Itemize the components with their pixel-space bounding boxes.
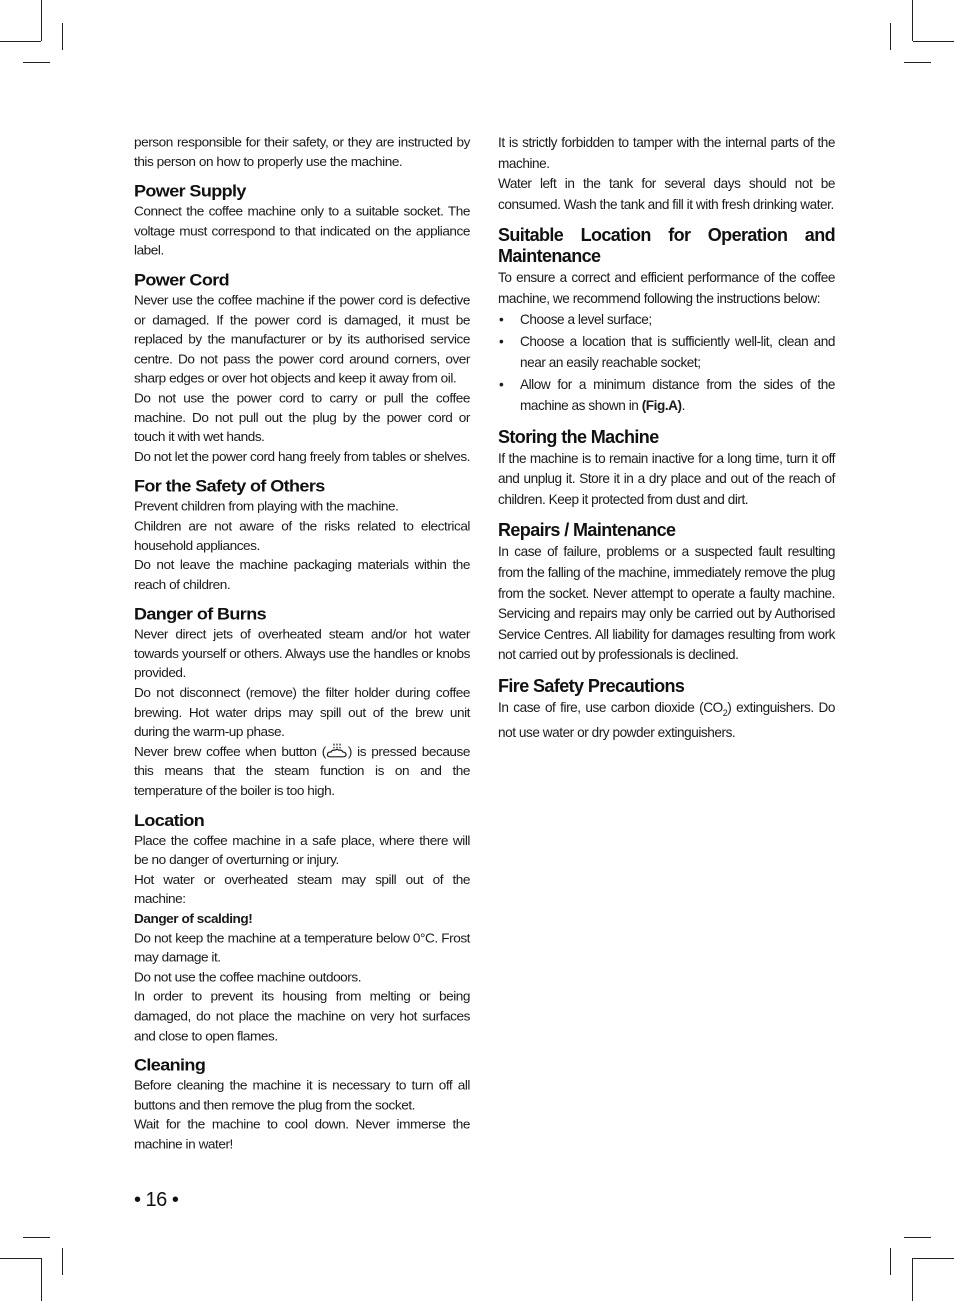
crop-mark	[23, 62, 50, 63]
heading-fire-safety: Fire Safety Precautions	[498, 675, 685, 696]
burns-text-start: Never brew coffee when button (	[134, 744, 326, 759]
heading-danger-of-burns: Danger of Burns	[134, 604, 267, 624]
crop-mark	[890, 1248, 891, 1275]
bullet-mark: •	[499, 334, 504, 350]
list-item-text: Choose a level surface;	[520, 311, 652, 327]
fire-text-end: ) extinguishers. Do not use water or dry powder extinguishers.	[498, 699, 836, 741]
heading-storing: Storing the Machine	[498, 426, 659, 447]
suitable-location-text: To ensure a correct and efficient performance of the coffee machine, we recommend following the instructions below:	[498, 270, 835, 306]
heading-cleaning: Cleaning	[134, 1055, 206, 1075]
crop-mark	[912, 1258, 913, 1301]
subscript-2: 2	[722, 707, 728, 718]
fire-text-start: In case of fire, use carbon dioxide (CO	[498, 699, 723, 715]
bullet-mark: •	[499, 377, 504, 393]
burns-steam-warning	[134, 742, 470, 801]
burns-text: Do not disconnect (remove) the filter holder during coffee brewing. Hot water drips may spill out of the brew unit during the warm-up phase.	[134, 685, 470, 740]
heading-power-supply: Power Supply	[134, 181, 246, 201]
power-cord-text: Never use the coffee machine if the power cord is defective or damaged. If the power cord is damaged, it must be replaced by the manufacturer or by its authorised service centre. Do not pass the power cord around corners, over sharp edges or over hot objects and keep it away from oil.	[134, 293, 470, 386]
crop-mark	[913, 41, 954, 42]
location-text: Do not keep the machine at a temperature below 0°C. Frost may damage it.	[134, 930, 470, 965]
location-text: Place the coffee machine in a safe place, where there will be no danger of overturning or injury.	[134, 833, 470, 868]
crop-mark	[62, 23, 63, 50]
list-item-text: .	[681, 397, 685, 413]
crop-mark	[62, 1248, 63, 1275]
heading-suitable-location: Suitable Location for Operation and Maintenance	[498, 225, 835, 267]
burns-text-end: ) is pressed because this means that the steam function is on and the temperature of the boiler is too high.	[134, 744, 470, 798]
location-text: Do not use the coffee machine outdoors.	[134, 969, 362, 985]
intro-paragraph: person responsible for their safety, or they are instructed by this person on how to properly use the machine.	[134, 134, 470, 169]
left-column	[134, 133, 470, 1155]
power-cord-text: Do not use the power cord to carry or pull the coffee machine. Do not pull out the plug by the power cord or touch it with wet hands.	[134, 390, 470, 445]
crop-mark	[904, 1237, 931, 1238]
crop-mark	[41, 1258, 42, 1301]
crop-mark	[890, 23, 891, 50]
list-item	[498, 332, 835, 373]
location-bullet-list	[498, 310, 835, 417]
crop-mark	[0, 41, 41, 42]
heading-location: Location	[134, 810, 205, 830]
location-text: In order to prevent its housing from melting or being damaged, do not place the machine on very hot surfaces and close to open flames.	[134, 989, 470, 1043]
storing-text: If the machine is to remain inactive for a long time, turn it off and unplug it. Store it in a dry place and out of the reach of children. Keep it protected from dust and dirt.	[498, 450, 835, 507]
list-item	[498, 310, 835, 331]
crop-mark	[0, 1258, 41, 1259]
fire-safety-text	[498, 698, 835, 744]
crop-mark	[23, 1237, 50, 1238]
list-item	[498, 375, 835, 416]
list-item-text: Choose a location that is sufficiently well-lit, clean and near an easily reachable socket;	[520, 334, 835, 370]
crop-mark	[912, 0, 913, 41]
heading-repairs: Repairs / Maintenance	[498, 520, 676, 541]
steam-icon	[326, 742, 348, 759]
crop-mark	[41, 0, 42, 41]
right-column	[498, 133, 835, 744]
repairs-text: In case of failure, problems or a suspected fault resulting from the falling of the machine, immediately remove the plug from the socket. Never attempt to operate a faulty machine. Servicing and repairs may only be carried out by Authorised Service Centres. All liability for damages resulting from work not carried out by professionals is declined.	[498, 544, 835, 663]
page-number: • 16 •	[134, 1189, 179, 1211]
cleaning-text: Before cleaning the machine it is necessary to turn off all buttons and then remove the plug from the socket.	[134, 1078, 470, 1113]
water-tank-note: Water left in the tank for several days should not be consumed. Wash the tank and fill it with fresh drinking water.	[498, 176, 835, 212]
bullet-mark: •	[499, 311, 504, 327]
safety-others-text: Prevent children from playing with the machine.	[134, 499, 399, 514]
location-text: Hot water or overheated steam may spill out of the machine:	[134, 872, 470, 907]
heading-power-cord: Power Cord	[134, 270, 230, 290]
figure-reference: (Fig.A)	[641, 397, 682, 413]
power-cord-text: Do not let the power cord hang freely from tables or shelves.	[134, 449, 470, 464]
safety-others-text: Children are not aware of the risks related to electrical household appliances.	[134, 518, 470, 553]
tamper-warning: It is strictly forbidden to tamper with the internal parts of the machine.	[498, 135, 835, 171]
scalding-warning: Danger of scalding!	[134, 911, 253, 926]
crop-mark	[904, 62, 931, 63]
list-item-text: Allow for a minimum distance from the sides of the machine as shown in	[520, 377, 835, 413]
heading-safety-others: For the Safety of Others	[134, 476, 325, 496]
safety-others-text: Do not leave the machine packaging materials within the reach of children.	[134, 557, 470, 592]
power-supply-text: Connect the coffee machine only to a suitable socket. The voltage must correspond to that indicated on the appliance label.	[134, 204, 470, 258]
cleaning-text: Wait for the machine to cool down. Never immerse the machine in water!	[134, 1117, 470, 1152]
crop-mark	[913, 1258, 954, 1259]
burns-text: Never direct jets of overheated steam and/or hot water towards yourself or others. Always use the handles or knobs provided.	[134, 627, 470, 681]
